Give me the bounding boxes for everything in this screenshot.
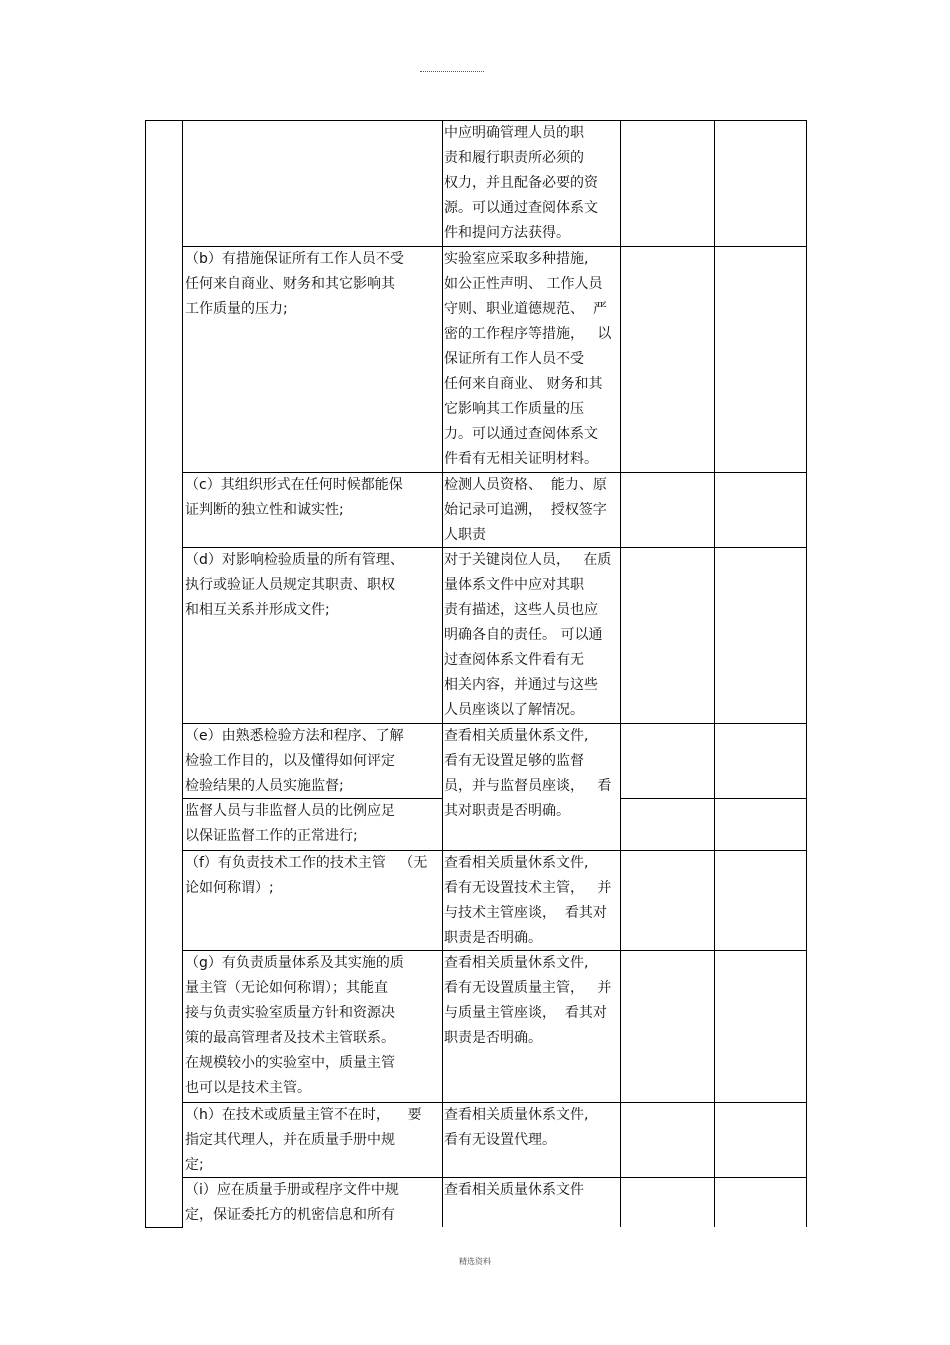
method-text: 如公正性声明、 工作人员: [444, 276, 603, 292]
method-text: 中应明确管理人员的职: [444, 125, 584, 141]
method-text: 职责是否明确。: [444, 1030, 542, 1046]
method-text: 实验室应采取多种措施,: [444, 251, 589, 267]
page-footer: 精选资料: [459, 1257, 491, 1266]
requirement-text: 接与负责实验室质量方针和资源决: [185, 1005, 395, 1021]
method-text: 相关内容，并通过与这些: [444, 677, 598, 693]
method-text: 责有描述，这些人员也应: [444, 602, 598, 618]
requirement-text: （f）有负责技术工作的技术主管 （无: [185, 855, 428, 871]
method-text: 看有无设置质量主管， 并: [444, 980, 612, 996]
method-text: 其对职责是否明确。: [444, 803, 570, 819]
requirement-text: 定;: [185, 1157, 204, 1173]
method-text: 力。可以通过查阅体系文: [444, 426, 598, 442]
requirement-text: 论如何称谓）;: [185, 880, 274, 896]
method-text: 量体系文件中应对其职: [444, 577, 584, 593]
method-text: 查看相关质量休系文件,: [444, 955, 589, 971]
method-text: 职责是否明确。: [444, 930, 542, 946]
table-border-left: [145, 120, 146, 1227]
method-text: 密的工作程序等措施， 以: [444, 326, 612, 342]
requirement-text: （i）应在质量手册或程序文件中规: [185, 1182, 399, 1198]
method-text: 查看相关质量休系文件,: [444, 1107, 589, 1123]
requirement-text: 证判断的独立性和诚实性;: [185, 502, 344, 518]
method-text: 对于关键岗位人员， 在质: [444, 552, 612, 568]
method-text: 守则、职业道德规范、 严: [444, 301, 607, 317]
method-text: 查看相关质量休系文件,: [444, 855, 589, 871]
method-text: 任何来自商业、 财务和其: [444, 376, 603, 392]
method-text: 件和提问方法获得。: [444, 225, 570, 241]
requirement-text: （c）其组织形式在任何时候都能保: [185, 477, 403, 493]
column-divider: [442, 120, 443, 1227]
method-text: 与质量主管座谈， 看其对: [444, 1005, 607, 1021]
method-text: 看有无设置代理。: [444, 1132, 556, 1148]
method-text: 过查阅体系文件看有无: [444, 652, 584, 668]
requirement-text: 在规模较小的实验室中，质量主管: [185, 1055, 395, 1071]
column-divider: [714, 120, 715, 1227]
column-divider: [620, 120, 621, 1227]
requirement-text: （d）对影响检验质量的所有管理、: [185, 552, 404, 568]
method-text: 件看有无相关证明材料。: [444, 451, 598, 467]
method-text: 责和履行职责所必须的: [444, 150, 584, 166]
requirement-text: （g）有负责质量体系及其实施的质: [185, 955, 404, 971]
method-text: 源。可以通过查阅体系文: [444, 200, 598, 216]
method-text: 始记录可追溯， 授权签字: [444, 502, 607, 518]
requirement-text: 任何来自商业、财务和其它影响其: [185, 276, 395, 292]
method-text: 检测人员资格、 能力、原: [444, 477, 607, 493]
method-text: 权力，并且配备必要的资: [444, 175, 598, 191]
method-text: 查看相关质量休系文件,: [444, 728, 589, 744]
header-dotted-rule: [420, 71, 484, 72]
method-text: 看有无设置足够的监督: [444, 753, 584, 769]
table-border-right: [806, 120, 807, 1227]
column-divider: [182, 120, 183, 1227]
method-text: 看有无设置技术主管， 并: [444, 880, 612, 896]
method-text: 保证所有工作人员不受: [444, 351, 584, 367]
requirement-text: 也可以是技术主管。: [185, 1080, 311, 1096]
requirement-text: 指定其代理人，并在质量手册中规: [185, 1132, 395, 1148]
requirement-text: 量主管（无论如何称谓）；其能直: [185, 980, 388, 996]
requirement-text: （e）由熟悉检验方法和程序、了解: [185, 728, 404, 744]
requirement-text: 和相互关系并形成文件;: [185, 602, 330, 618]
requirement-text: 检验工作目的，以及懂得如何评定: [185, 753, 395, 769]
requirement-text: 监督人员与非监督人员的比例应足: [185, 803, 395, 819]
method-text: 人职责: [444, 527, 486, 543]
requirement-text: 执行或验证人员规定其职责、职权: [185, 577, 395, 593]
row-divider: [620, 798, 807, 799]
method-text: 查看相关质量休系文件: [444, 1182, 584, 1198]
method-text: 员，并与监督员座谈， 看: [444, 778, 612, 794]
requirement-text: 工作质量的压力;: [185, 301, 288, 317]
method-text: 它影响其工作质量的压: [444, 401, 584, 417]
method-text: 与技术主管座谈， 看其对: [444, 905, 607, 921]
requirement-text: 定，保证委托方的机密信息和所有: [185, 1207, 395, 1223]
method-text: 人员座谈以了解情况。: [444, 702, 584, 718]
requirement-text: （b）有措施保证所有工作人员不受: [185, 251, 404, 267]
requirement-text: 以保证监督工作的正常进行;: [185, 828, 358, 844]
requirement-text: 策的最高管理者及技术主管联系。: [185, 1030, 395, 1046]
table-border-bottom: [145, 1227, 183, 1228]
requirement-text: 检验结果的人员实施监督;: [185, 778, 344, 794]
method-text: 明确各自的责任。 可以通: [444, 627, 603, 643]
requirement-text: （h）在技术或质量主管不在时， 要: [185, 1107, 422, 1123]
